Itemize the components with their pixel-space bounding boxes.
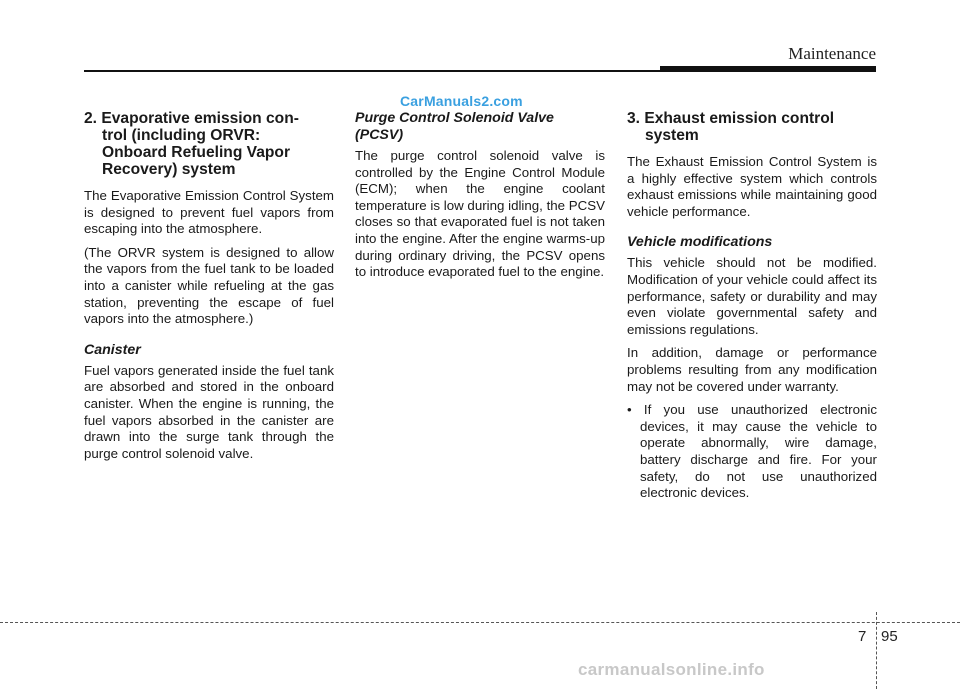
paragraph-evap-intro: The Evaporative Emission Control System is designed to prevent fuel vapors from escaping into the atmosphere.: [84, 188, 334, 237]
footer-dashed-line: [0, 622, 960, 623]
page-number: 95: [881, 628, 898, 645]
paragraph-exhaust-intro: The Exhaust Emission Control System is a highly effective system which controls exhaust emissions while maintaining good vehicle performance.: [627, 154, 877, 219]
section-title: Maintenance: [788, 44, 876, 63]
column-1: [84, 110, 334, 469]
watermark-bottom: carmanualsonline.info: [578, 660, 765, 679]
header-rule-thick: [660, 66, 876, 72]
paragraph-modifications: This vehicle should not be modified. Modification of your vehicle could affect its performance, safety or durability and may even violate governmental safety and emissions regulations.: [627, 255, 877, 337]
subheading-canister: Canister: [84, 341, 141, 358]
bullet-electronic-devices: • If you use unauthorized electronic devices, it may cause the vehicle to operate abnormally, wire damage, battery discharge and fire. For your safety, do not use unauthorized electronic devices.: [627, 402, 877, 501]
paragraph-pcsv: The purge control solenoid valve is controlled by the Engine Control Module (ECM); when the engine coolant temperature is low during idling, the PCSV closes so that evaporated fuel is not taken into the engine. After the engine warms-up during ordinary driving, the PCSV opens to introduce evaporated fuel to the engine.: [355, 148, 605, 280]
subheading-vehicle-modifications: Vehicle modifications: [627, 234, 773, 251]
subheading-pcsv: Purge Control Solenoid Valve (PCSV): [355, 110, 554, 143]
heading-exhaust-emission: 3. Exhaust emission control system: [627, 110, 835, 144]
column-3: [627, 110, 877, 509]
paragraph-orvr: (The ORVR system is designed to allow the vapors from the fuel tank to be loaded into a canister while refueling at the gas station, preventing the escape of fuel vapors into the atmosphere.): [84, 244, 334, 327]
footer-separator: [876, 612, 877, 689]
column-2: [355, 110, 605, 288]
paragraph-canister: Fuel vapors generated inside the fuel tank are absorbed and stored in the onboard canister. When the engine is running, the fuel vapors absorbed in the canister are drawn into the surge tank through the purge control solenoid valve.: [84, 362, 334, 461]
paragraph-warranty: In addition, damage or performance problems resulting from any modification may not be covered under warranty.: [627, 345, 877, 394]
heading-evaporative-emission: 2. Evaporative emission con- trol (including ORVR: Onboard Refueling Vapor Recovery) system: [84, 110, 299, 178]
watermark-top: CarManuals2.com: [400, 93, 523, 109]
chapter-number: 7: [858, 628, 867, 645]
header-rule-thin: [84, 70, 664, 72]
